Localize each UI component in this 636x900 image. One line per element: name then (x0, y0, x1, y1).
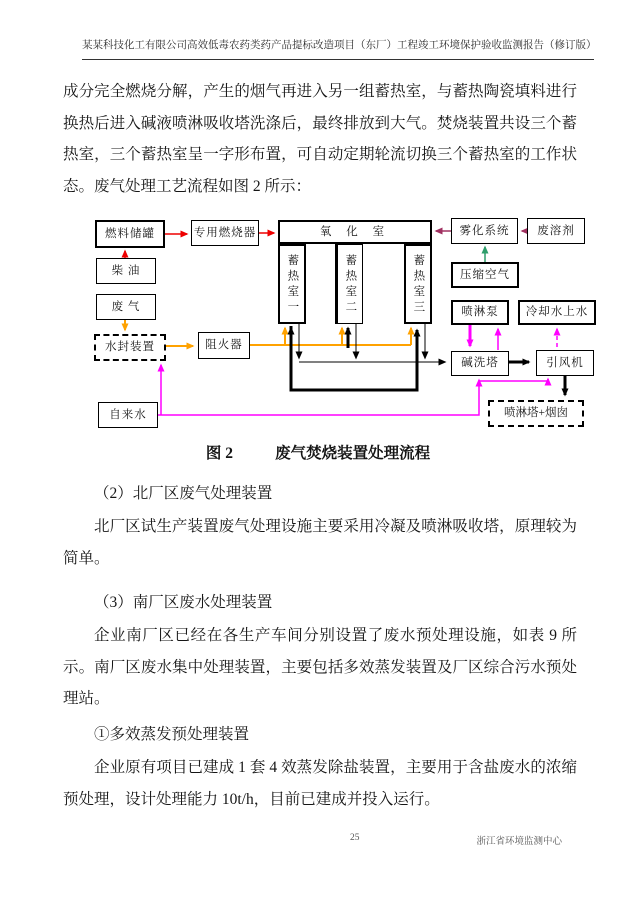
figure-caption-title: 废气焚烧装置处理流程 (275, 445, 431, 462)
node-water-seal: 水封装置 (94, 334, 166, 361)
node-tap-water: 自来水 (98, 402, 158, 428)
node-regenerator-1: 蓄热室一 (278, 244, 306, 324)
section-3-heading: （3）南厂区废水处理装置 (94, 594, 273, 611)
figure-caption-label: 图 2 (205, 445, 234, 462)
flue-gas-thin-lines (299, 324, 445, 362)
paragraph-1: 成分完全燃烧分解，产生的烟气再进入另一组蓄热室，与蓄热陶瓷填料进行换热后进入碱液喷淋吸收塔洗涤后，最终排放到大气。焚烧装置共设三个蓄热室，三个蓄热室呈一字形布置，可自动定期轮流切换三个蓄热室的工作状态。废气处理工艺流程如图 2 所示： (63, 83, 577, 195)
paragraph-4: 企业原有项目已建成 1 套 4 效蒸发除盐装置，主要用于含盐废水的浓缩预处理，设计处理能力 10t/h，目前已建成并投入运行。 (63, 759, 577, 808)
paragraph-2: 北厂区试生产装置废气处理设施主要采用冷凝及喷淋吸收塔，原理较为简单。 (63, 518, 577, 567)
node-spray-pump: 喷淋泵 (451, 300, 509, 325)
node-atomization: 雾化系统 (451, 218, 518, 244)
node-regenerator-2: 蓄热室二 (335, 244, 363, 324)
page-number: 25 (350, 833, 360, 843)
node-induced-fan: 引风机 (536, 350, 594, 376)
figure-caption (0, 441, 636, 463)
flue-gas-thick-lines (291, 326, 565, 395)
node-flame-arrester: 阻火器 (198, 332, 250, 359)
node-burner: 专用燃烧器 (191, 220, 259, 246)
node-diesel: 柴 油 (96, 258, 156, 284)
node-scrub-tower: 碱洗塔 (451, 351, 509, 376)
node-cooling-water: 冷却水上水 (518, 300, 596, 325)
node-oxidation-chamber: 氧 化 室 (278, 220, 432, 244)
flowchart-figure (85, 214, 600, 434)
page-header: 某某科技化工有限公司高效低毒农药类药产品提标改造项目（东厂）工程竣工环境保护验收监测报告（修订版） (82, 37, 594, 60)
node-waste-gas: 废 气 (96, 294, 156, 320)
node-compressed-air: 压缩空气 (451, 262, 519, 288)
node-regenerator-3: 蓄热室三 (404, 244, 432, 324)
footer-organization: 浙江省环境监测中心 (476, 837, 562, 847)
section-4-heading: ①多效蒸发预处理装置 (94, 726, 250, 743)
node-waste-solvent: 废溶剂 (527, 218, 585, 244)
node-stack: 喷淋塔+烟囱 (488, 400, 584, 427)
section-2-heading: （2）北厂区废气处理装置 (94, 485, 273, 502)
waste-gas-lines (125, 320, 411, 346)
node-fuel-tank: 燃料储罐 (95, 220, 165, 248)
paragraph-3: 企业南厂区已经在各生产车间分别设置了废水预处理设施，如表 9 所示。南厂区废水集中处理装置，主要包括多效蒸发装置及厂区综合污水预处理站。 (63, 627, 577, 707)
